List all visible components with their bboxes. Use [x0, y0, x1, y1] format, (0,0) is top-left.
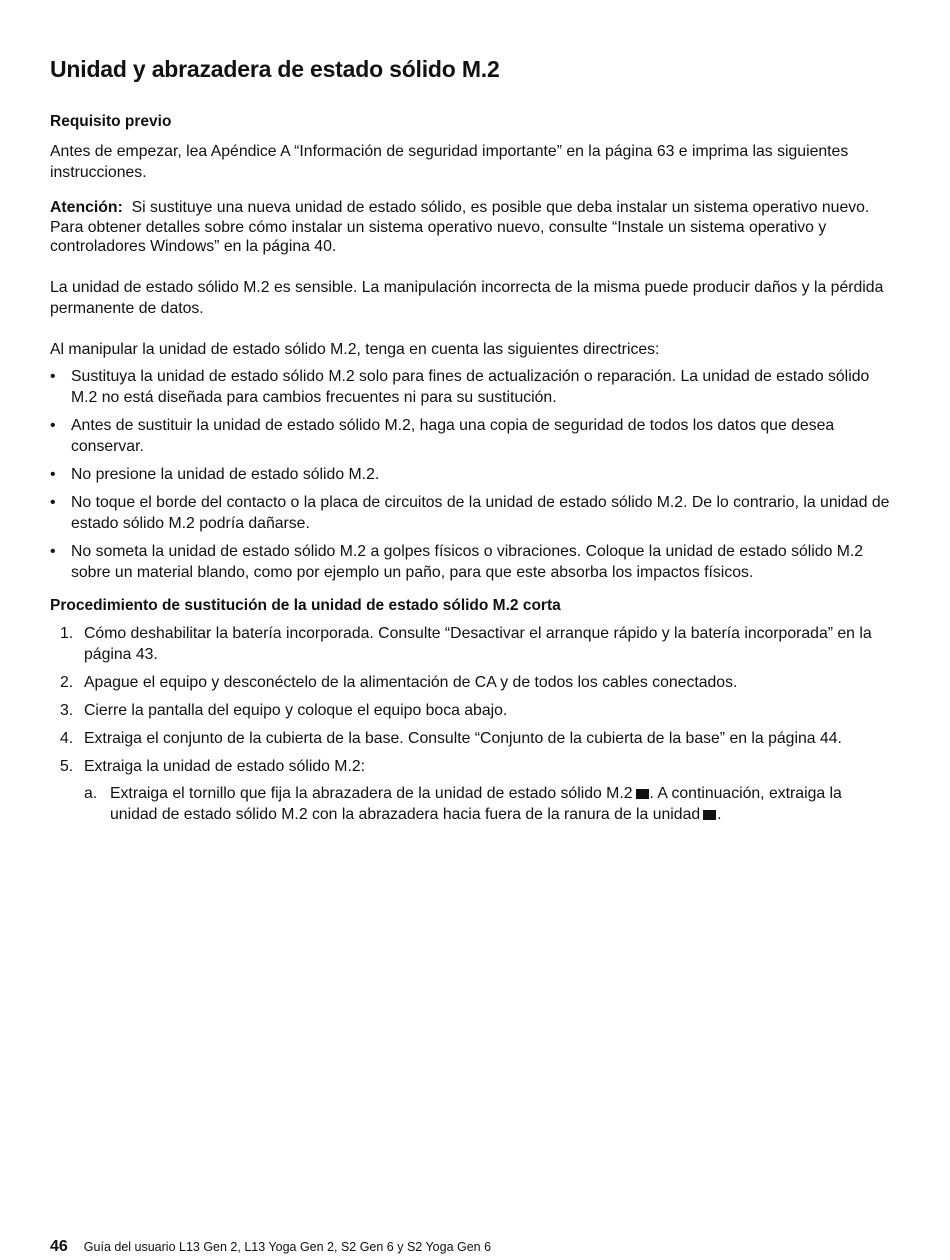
- step-item: [50, 728, 890, 749]
- step-item: [50, 700, 890, 721]
- handling-guidelines-list: [50, 366, 890, 583]
- bullet-icon: •: [50, 542, 56, 560]
- bullet-icon: •: [50, 493, 56, 511]
- step-item: [50, 756, 890, 825]
- step-text: Extraiga el conjunto de la cubierta de la base. Consulte “Conjunto de la cubierta de la base” en la página 44.: [84, 729, 842, 747]
- procedure-heading: Procedimiento de sustitución de la unidad de estado sólido M.2 corta: [50, 596, 561, 614]
- step-text: Extraiga la unidad de estado sólido M.2:: [84, 757, 366, 775]
- page-number: 46: [50, 1238, 68, 1255]
- step-item: [50, 672, 890, 693]
- substep-text-part1: Extraiga el tornillo que fija la abrazadera de la unidad de estado sólido M.2: [110, 784, 633, 802]
- step-item: [50, 623, 890, 665]
- step-number: 3.: [60, 701, 74, 719]
- list-item: [50, 541, 890, 583]
- list-item-text: No toque el borde del contacto o la placa de circuitos de la unidad de estado sólido M.2. De lo contrario, la unidad de estado sólido M.2 podría dañarse.: [71, 493, 890, 532]
- list-item-text: Sustituya la unidad de estado sólido M.2 solo para fines de actualización o reparación. La unidad de estado sólido M.2 no está diseñada para cambios frecuentes ni para su sustitución.: [71, 367, 870, 406]
- step-text: Cómo deshabilitar la batería incorporada. Consulte “Desactivar el arranque rápido y la batería incorporada” en la página 43.: [84, 624, 872, 663]
- handling-intro: Al manipular la unidad de estado sólido M.2, tenga en cuenta las siguientes directrices:: [50, 340, 660, 358]
- bullet-icon: •: [50, 465, 56, 483]
- step-text: Cierre la pantalla del equipo y coloque el equipo boca abajo.: [84, 701, 508, 719]
- substep-label: a.: [84, 784, 98, 802]
- prerequisite-heading: Requisito previo: [50, 113, 172, 130]
- bullet-icon: •: [50, 367, 56, 385]
- substep-list: [84, 783, 890, 825]
- list-item: [50, 366, 890, 408]
- step-number: 1.: [60, 624, 74, 642]
- prerequisite-text: Antes de empezar, lea Apéndice A “Información de seguridad importante” en la página 63 e imprima las siguientes instrucciones.: [50, 143, 849, 181]
- step-number: 4.: [60, 729, 74, 747]
- attention-label: Atención:: [50, 199, 123, 216]
- page-footer: [50, 1238, 890, 1256]
- callout-2-icon: [703, 810, 716, 820]
- guide-title: Guía del usuario L13 Gen 2, L13 Yoga Gen 2, S2 Gen 6 y S2 Yoga Gen 6: [83, 1240, 492, 1254]
- list-item-text: No presione la unidad de estado sólido M.2.: [71, 465, 380, 483]
- list-item: [50, 464, 890, 485]
- document-page: [50, 54, 890, 832]
- page-title: Unidad y abrazadera de estado sólido M.2: [50, 56, 500, 82]
- list-item: [50, 415, 890, 457]
- sensitive-note: La unidad de estado sólido M.2 es sensible. La manipulación incorrecta de la misma puede producir daños y la pérdida permanente de datos.: [50, 278, 884, 317]
- list-item-text: No someta la unidad de estado sólido M.2 a golpes físicos o vibraciones. Coloque la unidad de estado sólido M.2 sobre un material blando, como por ejemplo un paño, para que este absorba los impactos físicos.: [71, 542, 864, 581]
- step-text: Apague el equipo y desconéctelo de la alimentación de CA y de todos los cables conectados.: [84, 673, 738, 691]
- substep-item: [84, 783, 890, 825]
- step-number: 5.: [60, 757, 74, 775]
- substep-text-part3: .: [717, 805, 722, 823]
- substep-text-part2: . A continuación, extraiga la unidad de estado sólido M.2 con la abrazadera hacia fuera de la ranura de la unidad: [110, 784, 842, 823]
- list-item: [50, 492, 890, 534]
- callout-1-icon: [636, 789, 649, 799]
- attention-text: Si sustituye una nueva unidad de estado sólido, es posible que deba instalar un sistema operativo nuevo. Para obtener detalles sobre cómo instalar un sistema operativo nuevo, consulte “Instale un sistema operativo y controladores Windows” en la página 40.: [50, 199, 870, 255]
- attention-note: [50, 198, 890, 257]
- list-item-text: Antes de sustituir la unidad de estado sólido M.2, haga una copia de seguridad de todos los datos que desea conservar.: [71, 416, 835, 455]
- procedure-steps-list: [50, 623, 890, 825]
- step-number: 2.: [60, 673, 74, 691]
- bullet-icon: •: [50, 416, 56, 434]
